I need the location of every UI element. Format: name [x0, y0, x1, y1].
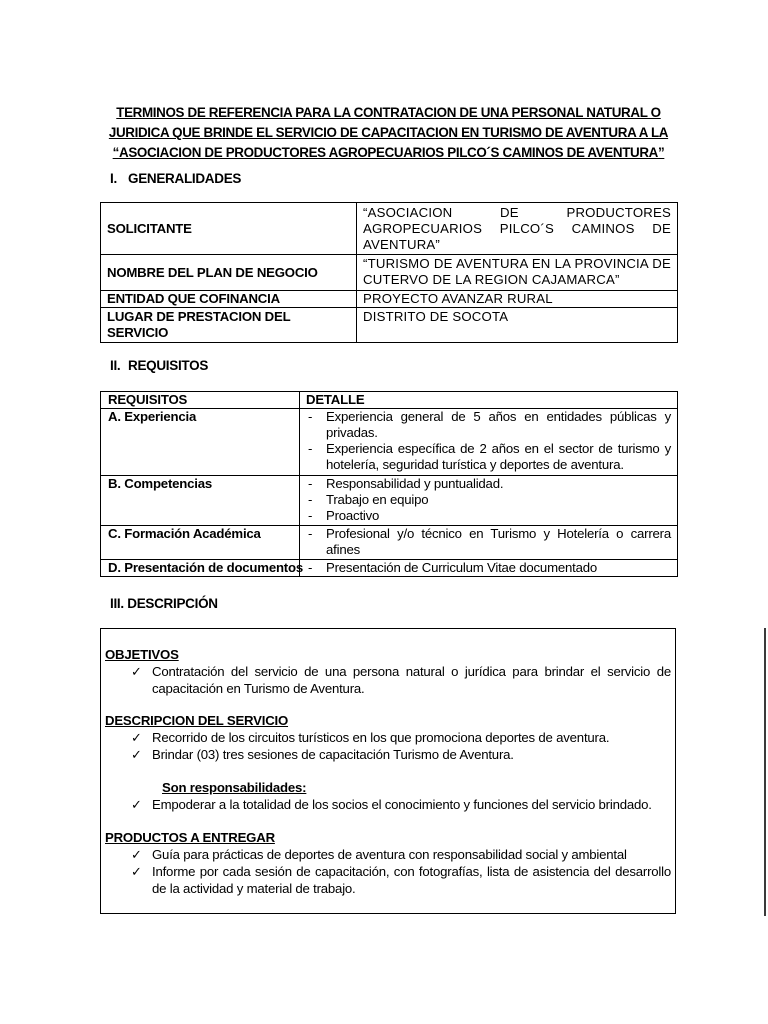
responsabilidades-heading: Son responsabilidades:	[162, 780, 307, 795]
table-row	[101, 291, 678, 308]
list-item: - Trabajo en equipo	[308, 492, 429, 507]
row-value: DISTRITO DE SOCOTA	[357, 308, 678, 343]
table-header-row	[101, 392, 678, 409]
section-number: I.	[110, 171, 117, 186]
row-label: ENTIDAD QUE COFINANCIA	[101, 291, 357, 308]
row-value: “TURISMO DE AVENTURA EN LA PROVINCIA DE CUTERVO DE LA REGION CAJAMARCA”	[357, 255, 678, 291]
row-label: LUGAR DE PRESTACION DEL SERVICIO	[101, 308, 357, 343]
title-line-3: “ASOCIACION DE PRODUCTORES AGROPECUARIOS PILCO´S CAMINOS DE AVENTURA”	[112, 145, 665, 160]
requisito-label: C. Formación Académica	[101, 526, 300, 560]
servicio-heading: DESCRIPCION DEL SERVICIO	[105, 713, 289, 728]
row-value: PROYECTO AVANZAR RURAL	[357, 291, 678, 308]
checkmark-icon: ✓	[131, 664, 142, 679]
section-requisitos-heading	[110, 358, 208, 373]
table-row	[101, 255, 678, 291]
section-title: REQUISITOS	[128, 358, 209, 373]
descripcion-box	[100, 628, 676, 914]
table-row	[101, 409, 678, 476]
checkmark-icon: ✓	[131, 730, 142, 745]
requisito-label: B. Competencias	[101, 476, 300, 526]
table-row	[101, 203, 678, 255]
requisitos-table	[100, 391, 678, 577]
productos-heading: PRODUCTOS A ENTREGAR	[105, 830, 275, 845]
check-item-text: Guía para prácticas de deportes de aventura con responsabilidad social y ambiental	[152, 847, 627, 862]
table-row	[101, 476, 678, 526]
requisito-detail	[300, 560, 678, 577]
list-item: - Responsabilidad y puntualidad.	[308, 476, 504, 491]
checkmark-icon: ✓	[131, 797, 142, 812]
check-item-text: Brindar (03) tres sesiones de capacitación Turismo de Aventura.	[152, 747, 514, 762]
checkmark-icon: ✓	[131, 747, 142, 762]
column-header: DETALLE	[300, 392, 678, 409]
check-item-text: Contratación del servicio de una persona natural o jurídica para brindar el servicio de capacitación en Turismo de Aventura.	[152, 664, 671, 696]
document-title	[100, 103, 677, 163]
table-row	[101, 560, 678, 577]
list-item: - Presentación de Curriculum Vitae documentado	[308, 560, 597, 575]
section-title: GENERALIDADES	[128, 171, 242, 186]
row-value: “ASOCIACION DE PRODUCTORES AGROPECUARIOS PILCO´S CAMINOS DE AVENTURA”	[357, 203, 678, 255]
section-number: II.	[110, 358, 121, 373]
generalidades-table	[100, 202, 678, 343]
title-line-1: TERMINOS DE REFERENCIA PARA LA CONTRATACION DE UNA PERSONAL NATURAL O	[116, 105, 661, 120]
requisito-label: D. Presentación de documentos	[101, 560, 300, 577]
title-line-2: JURIDICA QUE BRINDE EL SERVICIO DE CAPACITACION EN TURISMO DE AVENTURA A LA	[108, 125, 669, 140]
list-item: - Proactivo	[308, 508, 380, 523]
row-label: SOLICITANTE	[101, 203, 357, 255]
checkmark-icon: ✓	[131, 864, 142, 879]
requisito-label: A. Experiencia	[101, 409, 300, 476]
check-item-text: Recorrido de los circuitos turísticos en los que promociona deportes de aventura.	[152, 730, 610, 745]
checkmark-icon: ✓	[131, 847, 142, 862]
requisito-detail	[300, 409, 678, 476]
check-item-text: Informe por cada sesión de capacitación, con fotografías, lista de asistencia del desarrollo de la actividad y material de trabajo.	[152, 864, 671, 896]
requisito-detail	[300, 476, 678, 526]
page-edge-line	[764, 628, 766, 916]
table-row	[101, 526, 678, 560]
objetivos-heading: OBJETIVOS	[105, 647, 179, 662]
table-row	[101, 308, 678, 343]
section-generalidades-heading	[110, 171, 241, 186]
check-item-text: Empoderar a la totalidad de los socios el conocimiento y funciones del servicio brindado.	[152, 797, 652, 812]
row-label: NOMBRE DEL PLAN DE NEGOCIO	[101, 255, 357, 291]
list-item: - Experiencia específica de 2 años en el sector de turismo y hotelería, seguridad turística y deportes de aventura.	[308, 441, 671, 472]
column-header: REQUISITOS	[101, 392, 300, 409]
list-item: - Profesional y/o técnico en Turismo y Hotelería o carrera afines	[308, 526, 671, 557]
list-item: - Experiencia general de 5 años en entidades públicas y privadas.	[308, 409, 671, 440]
requisito-detail	[300, 526, 678, 560]
section-descripcion-heading: III. DESCRIPCIÓN	[110, 596, 218, 611]
